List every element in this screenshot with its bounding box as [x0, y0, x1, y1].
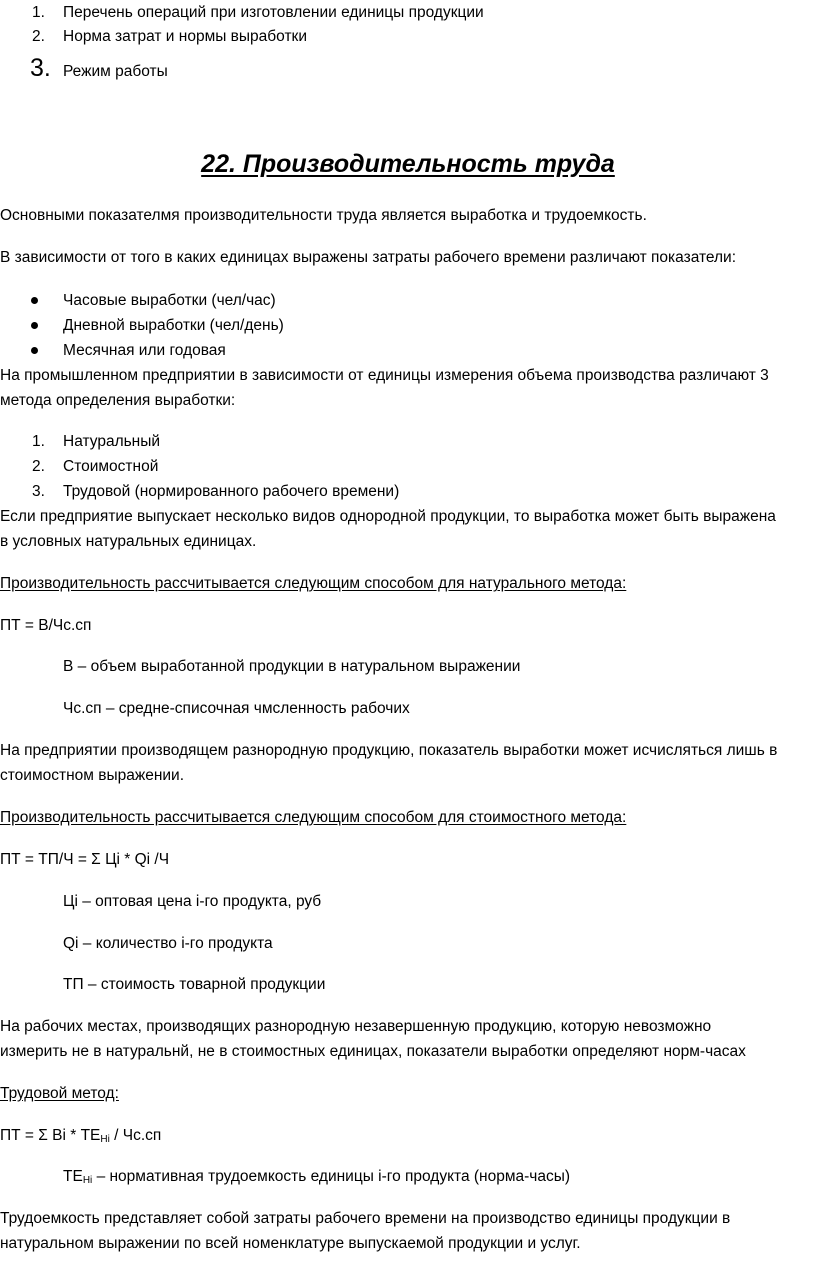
formula-definition: $ТЕ_{Нi}$ – нормативная трудоемкость единицы i-го продукта (норма-часы): [63, 1168, 571, 1186]
list-item: Режим работы: [63, 63, 168, 80]
section-title: 22. Производительность труда: [201, 150, 615, 178]
list-item: Натуральный: [63, 433, 161, 450]
paragraph-line: метода определения выработки:: [0, 392, 236, 409]
paragraph-line: На предприятии производящем разнородную продукцию, показатель выработки может исчисляться лишь в: [0, 742, 778, 759]
method-heading: Производительность рассчитывается следующим способом для натурального метода:: [0, 575, 627, 592]
formula-definition: Цi – оптовая цена i-го продукта, руб: [63, 893, 322, 910]
list-number: 2.: [32, 28, 45, 45]
list-item: Норма затрат и нормы выработки: [63, 28, 307, 45]
paragraph: В зависимости от того в каких единицах выражены затраты рабочего времени различают показатели:: [0, 249, 737, 266]
paragraph-line: Если предприятие выпускает несколько видов однородной продукции, то выработка может быть выражена: [0, 508, 776, 525]
list-item: Перечень операций при изготовлении единицы продукции: [63, 4, 484, 21]
list-item: Дневной выработки (чел/день): [63, 317, 284, 334]
paragraph-line: На промышленном предприятии в зависимости от единицы измерения объема производства различают 3: [0, 367, 769, 384]
paragraph-line: измерить не в натуральнй, не в стоимостных единицах, показатели выработки определяют норм-часах: [0, 1043, 746, 1060]
paragraph-line: в условных натуральных единицах.: [0, 533, 257, 550]
list-item: Стоимостной: [63, 458, 159, 475]
formula-definition: ТП – стоимость товарной продукции: [63, 976, 326, 993]
formula-definition: Qi – количество i-го продукта: [63, 935, 273, 952]
paragraph-line: натуральном выражении по всей номенклатуре выпускаемой продукции и услуг.: [0, 1235, 581, 1252]
bullet-icon: [31, 347, 38, 354]
formula: ПТ = В/Чс.сп: [0, 617, 92, 634]
formula-definition: Чс.сп – средне-списочная чмсленность рабочих: [63, 700, 410, 717]
list-item: Трудовой (нормированного рабочего времени): [63, 483, 400, 500]
formula: ПТ = ТП/Ч = Σ Цi * Qi /Ч: [0, 851, 170, 868]
list-number: 2.: [32, 458, 45, 475]
list-number: 3.: [32, 483, 45, 500]
paragraph: Основными показателмя производительности труда является выработка и трудоемкость.: [0, 207, 647, 224]
method-heading: Производительность рассчитывается следующим способом для стоимостного метода:: [0, 809, 627, 826]
paragraph-line: На рабочих местах, производящих разнородную незавершенную продукцию, которую невозможно: [0, 1018, 712, 1035]
list-number: 1.: [32, 4, 45, 21]
formula: ПТ = Σ Вi * $ТЕ_{Нi} / Чс.сп$: [0, 1127, 162, 1145]
list-number: 1.: [32, 433, 45, 450]
paragraph-line: Трудоемкость представляет собой затраты рабочего времени на производство единицы продукции в: [0, 1210, 731, 1227]
formula-definition: В – объем выработанной продукции в натуральном выражении: [63, 658, 521, 675]
method-heading: Трудовой метод:: [0, 1085, 119, 1102]
list-item: Месячная или годовая: [63, 342, 226, 359]
bullet-icon: [31, 322, 38, 329]
list-number: 3.: [30, 54, 51, 82]
list-item: Часовые выработки (чел/час): [63, 292, 276, 309]
paragraph-line: стоимостном выражении.: [0, 767, 185, 784]
bullet-icon: [31, 297, 38, 304]
